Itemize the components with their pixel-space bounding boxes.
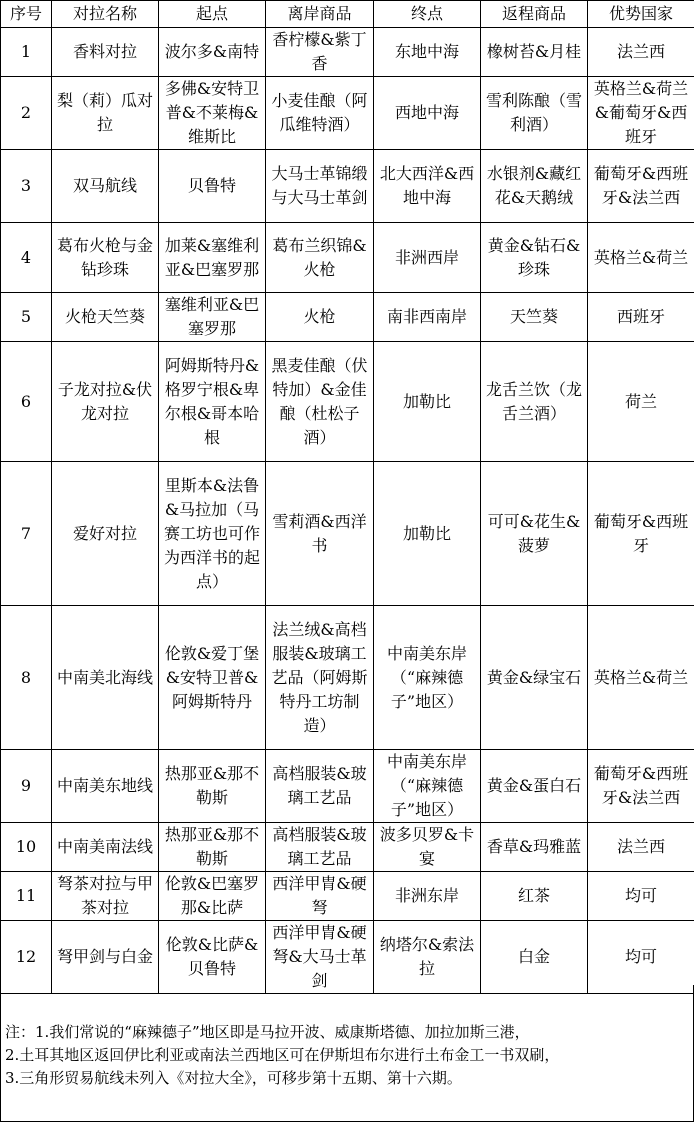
table-row (1, 750, 694, 823)
cell-destination: 南非西南岸 (374, 293, 481, 342)
cell-origin: 伦敦&巴塞罗那&比萨 (159, 872, 266, 921)
table-row (1, 342, 694, 462)
cell-destination: 加勒比 (374, 342, 481, 462)
cell-route-name: 弩茶对拉与甲茶对拉 (52, 872, 159, 921)
cell-origin: 热那亚&那不勒斯 (159, 750, 266, 823)
cell-destination: 西地中海 (374, 77, 481, 150)
cell-index: 7 (1, 462, 52, 606)
cell-origin: 波尔多&南特 (159, 28, 266, 77)
cell-favored-nations: 均可 (588, 872, 694, 921)
note-line: 2.土耳其地区返回伊比利亚或南法兰西地区可在伊斯坦布尔进行土布金工一书双刷， (5, 1046, 560, 1064)
cell-origin: 伦敦&比萨&贝鲁特 (159, 921, 266, 994)
cell-index: 2 (1, 77, 52, 150)
cell-return-goods: 红茶 (481, 872, 588, 921)
cell-destination: 波多贝罗&卡宴 (374, 823, 481, 872)
cell-route-name: 葛布火枪与金钻珍珠 (52, 223, 159, 293)
cell-destination: 东地中海 (374, 28, 481, 77)
table-row (1, 823, 694, 872)
cell-outbound-goods: 西洋甲胄&硬弩 (266, 872, 374, 921)
cell-favored-nations: 英格兰&荷兰&葡萄牙&西班牙 (588, 77, 694, 150)
cell-outbound-goods: 葛布兰织锦&火枪 (266, 223, 374, 293)
cell-route-name: 中南美南法线 (52, 823, 159, 872)
table-row (1, 293, 694, 342)
cell-outbound-goods: 小麦佳酿（阿瓜维特酒） (266, 77, 374, 150)
cell-index: 4 (1, 223, 52, 293)
cell-favored-nations: 葡萄牙&西班牙&法兰西 (588, 150, 694, 223)
note-line: 注：1.我们常说的“麻辣德子”地区即是马拉开波、威康斯塔德、加拉加斯三港， (5, 1023, 530, 1041)
cell-favored-nations: 英格兰&荷兰 (588, 606, 694, 750)
cell-route-name: 子龙对拉&伏龙对拉 (52, 342, 159, 462)
cell-index: 10 (1, 823, 52, 872)
cell-favored-nations: 法兰西 (588, 823, 694, 872)
cell-favored-nations: 西班牙 (588, 293, 694, 342)
cell-origin: 塞维利亚&巴塞罗那 (159, 293, 266, 342)
cell-index: 12 (1, 921, 52, 994)
cell-outbound-goods: 大马士革锦缎与大马士革剑 (266, 150, 374, 223)
cell-destination: 非洲东岸 (374, 872, 481, 921)
cell-favored-nations: 均可 (588, 921, 694, 994)
cell-origin: 热那亚&那不勒斯 (159, 823, 266, 872)
cell-index: 8 (1, 606, 52, 750)
cell-route-name: 中南美东地线 (52, 750, 159, 823)
cell-destination: 中南美东岸（“麻辣德子”地区） (374, 750, 481, 823)
cell-destination: 纳塔尔&索法拉 (374, 921, 481, 994)
cell-return-goods: 黄金&蛋白石 (481, 750, 588, 823)
table-row (1, 606, 694, 750)
table-row (1, 150, 694, 223)
cell-origin: 多佛&安特卫普&不莱梅&维斯比 (159, 77, 266, 150)
cell-return-goods: 橡树苔&月桂 (481, 28, 588, 77)
cell-origin: 贝鲁特 (159, 150, 266, 223)
cell-outbound-goods: 黑麦佳酿（伏特加）&金佳酿（杜松子酒） (266, 342, 374, 462)
table-row (1, 872, 694, 921)
table-row (1, 462, 694, 606)
cell-outbound-goods: 高档服装&玻璃工艺品 (266, 750, 374, 823)
cell-return-goods: 水银剂&藏红花&天鹅绒 (481, 150, 588, 223)
cell-destination: 北大西洋&西地中海 (374, 150, 481, 223)
cell-return-goods: 黄金&钻石&珍珠 (481, 223, 588, 293)
cell-destination: 非洲西岸 (374, 223, 481, 293)
cell-route-name: 双马航线 (52, 150, 159, 223)
header-favored-nations: 优势国家 (588, 1, 694, 28)
cell-return-goods: 可可&花生&菠萝 (481, 462, 588, 606)
header-return-goods: 返程商品 (481, 1, 588, 28)
cell-return-goods: 龙舌兰饮（龙舌兰酒） (481, 342, 588, 462)
cell-outbound-goods: 香柠檬&紫丁香 (266, 28, 374, 77)
cell-return-goods: 黄金&绿宝石 (481, 606, 588, 750)
cell-favored-nations: 英格兰&荷兰 (588, 223, 694, 293)
cell-return-goods: 天竺葵 (481, 293, 588, 342)
table-row (1, 921, 694, 994)
header-destination: 终点 (374, 1, 481, 28)
cell-outbound-goods: 高档服装&玻璃工艺品 (266, 823, 374, 872)
table-row (1, 77, 694, 150)
cell-outbound-goods: 法兰绒&高档服装&玻璃工艺品（阿姆斯特丹工坊制造） (266, 606, 374, 750)
cell-favored-nations: 葡萄牙&西班牙 (588, 462, 694, 606)
cell-route-name: 爱好对拉 (52, 462, 159, 606)
header-outbound-goods: 离岸商品 (266, 1, 374, 28)
cell-favored-nations: 法兰西 (588, 28, 694, 77)
cell-outbound-goods: 火枪 (266, 293, 374, 342)
cell-route-name: 中南美北海线 (52, 606, 159, 750)
cell-origin: 阿姆斯特丹&格罗宁根&卑尔根&哥本哈根 (159, 342, 266, 462)
table-row (1, 223, 694, 293)
cell-favored-nations: 葡萄牙&西班牙&法兰西 (588, 750, 694, 823)
cell-route-name: 火枪天竺葵 (52, 293, 159, 342)
cell-return-goods: 白金 (481, 921, 588, 994)
cell-destination: 加勒比 (374, 462, 481, 606)
cell-origin: 加莱&塞维利亚&巴塞罗那 (159, 223, 266, 293)
cell-origin: 里斯本&法鲁&马拉加（马赛工坊也可作为西洋书的起点） (159, 462, 266, 606)
cell-index: 9 (1, 750, 52, 823)
cell-return-goods: 雪利陈酿（雪利酒） (481, 77, 588, 150)
cell-return-goods: 香草&玛雅蓝 (481, 823, 588, 872)
cell-outbound-goods: 雪莉酒&西洋书 (266, 462, 374, 606)
cell-outbound-goods: 西洋甲胄&硬弩&大马士革剑 (266, 921, 374, 994)
notes-section (0, 985, 694, 1122)
header-route-name: 对拉名称 (52, 1, 159, 28)
cell-index: 11 (1, 872, 52, 921)
cell-destination: 中南美东岸（“麻辣德子”地区） (374, 606, 481, 750)
cell-index: 5 (1, 293, 52, 342)
cell-index: 1 (1, 28, 52, 77)
cell-origin: 伦敦&爱丁堡&安特卫普&阿姆斯特丹 (159, 606, 266, 750)
cell-index: 3 (1, 150, 52, 223)
cell-route-name: 弩甲剑与白金 (52, 921, 159, 994)
cell-route-name: 香料对拉 (52, 28, 159, 77)
cell-route-name: 梨（莉）瓜对拉 (52, 77, 159, 150)
note-line: 3.三角形贸易航线未列入《对拉大全》，可移步第十五期、第十六期。 (5, 1069, 462, 1087)
header-index: 序号 (1, 1, 52, 28)
cell-favored-nations: 荷兰 (588, 342, 694, 462)
cell-index: 6 (1, 342, 52, 462)
header-origin: 起点 (159, 1, 266, 28)
notes-list (5, 1021, 559, 1090)
table-row (1, 28, 694, 77)
header-row (1, 1, 694, 28)
